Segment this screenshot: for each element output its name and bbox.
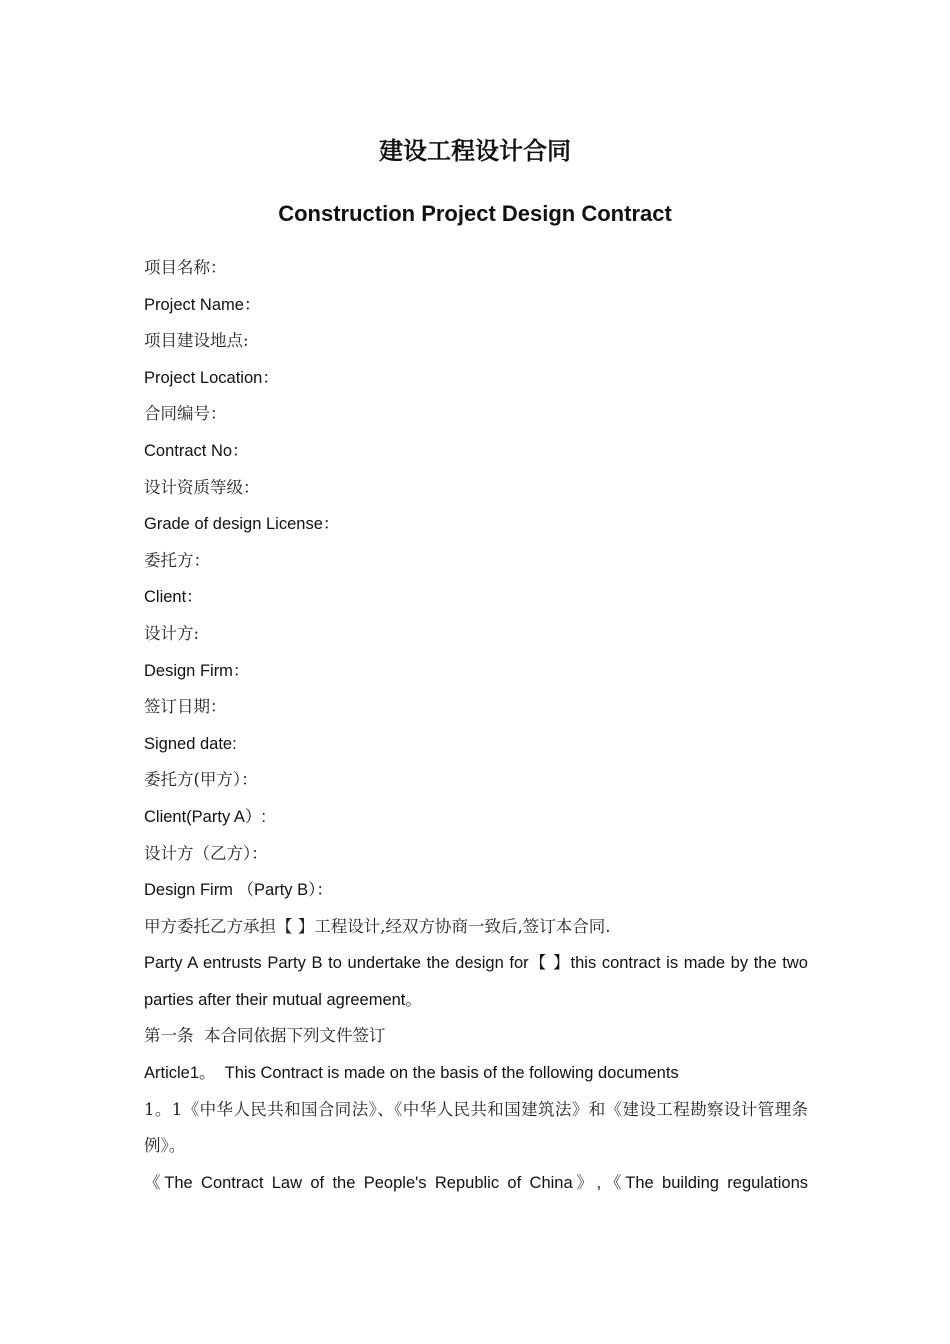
field-project-location-cn: 项目建设地点: [144,331,249,351]
field-design-firm-en: Design Firm： [144,661,250,680]
item-1-1-cn: 1。1《中华人民共和国合同法》、《中华人民共和国建筑法》和《建设工程勘察设计管理条例》。 [144,1099,808,1156]
field-party-b-cn: 设计方（乙方）： [144,843,268,863]
document-body [144,250,808,1201]
field-project-name-en: Project Name： [144,295,261,314]
field-party-b-en: Design Firm （Party B）： [144,881,333,900]
field-design-grade-en: Grade of design License： [144,515,340,534]
field-party-a-en: Client(Party A）: [144,807,266,826]
field-client-cn: 委托方： [144,550,210,570]
article1-heading-cn: 第一条 本合同依据下列文件签订 [144,1026,386,1046]
field-signed-date-cn: 签订日期： [144,697,227,717]
intro-paragraph-cn: 甲方委托乙方承担【 】工程设计,经双方协商一致后,签订本合同. [144,916,611,936]
article1-heading-en: Article1。 This Contract is made on the basis of the following documents [144,1064,679,1083]
field-client-en: Client： [144,588,203,607]
field-project-location-en: Project Location： [144,368,279,387]
field-contract-no-cn: 合同编号： [144,404,227,424]
field-contract-no-en: Contract No： [144,441,249,460]
intro-paragraph-en: Party A entrusts Party B to undertake the design for【 】this contract is made by the two parties after their mutual agreement。 [144,954,808,1009]
field-project-name-cn: 项目名称： [144,258,227,277]
field-design-grade-cn: 设计资质等级： [144,477,260,497]
title-english: Construction Project Design Contract [278,201,672,226]
title-chinese: 建设工程设计合同 [379,136,571,165]
field-party-a-cn: 委托方(甲方）： [144,770,258,790]
field-signed-date-en: Signed date: [144,734,237,753]
item-1-1-en: 《The Contract Law of the People's Republic of China》,《The building regulations [144,1173,808,1192]
field-design-firm-cn: 设计方: [144,623,200,643]
